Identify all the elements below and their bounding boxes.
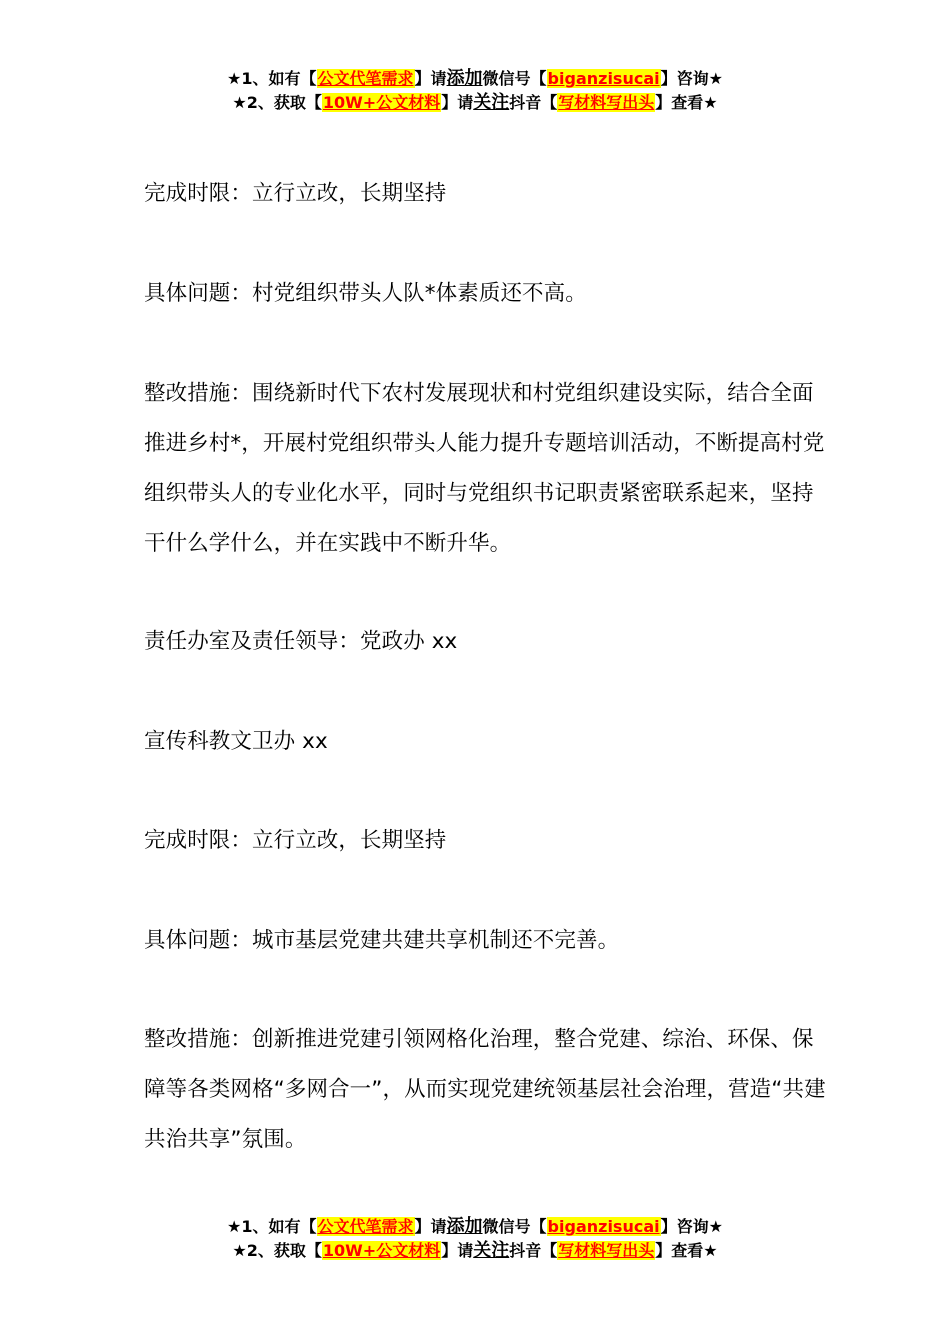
banner-text: 】查看★ <box>655 93 718 112</box>
banner-wechat-id: biganzisucai <box>547 1217 660 1236</box>
banner-text: ★1、如有【 <box>227 1217 317 1236</box>
banner-line-2 <box>0 91 950 115</box>
banner-text: ★2、获取【 <box>232 93 322 112</box>
banner-highlight: 10W+公文材料 <box>322 1241 441 1260</box>
banner-douyin-name: 写材料写出头 <box>558 93 655 112</box>
banner-emphasis: 关注 <box>473 1240 510 1261</box>
paragraph-department: 宣传科教文卫办 xx <box>144 729 328 754</box>
banner-text: 】咨询★ <box>660 69 723 88</box>
banner-text: 】请 <box>441 93 474 112</box>
paragraph-problem: 具体问题：村党组织带头人队*体素质还不高。 <box>144 281 587 306</box>
banner-highlight: 公文代笔需求 <box>317 69 414 88</box>
top-promo-banner <box>0 67 950 115</box>
banner-text: 抖音【 <box>509 93 558 112</box>
paragraph-measures: 整改措施：围绕新时代下农村发展现状和村党组织建设实际，结合全面推进乡村*，开展村党组织带头人能力提升专题培训活动，不断提高村党组织带头人的专业化水平，同时与党组织书记职责紧密联系起来，坚持干什么学什么，并在实践中不断升华。 <box>144 381 825 556</box>
banner-text: 】查看★ <box>655 1241 718 1260</box>
banner-emphasis: 添加 <box>446 1216 483 1237</box>
banner-text: 抖音【 <box>509 1241 558 1260</box>
banner-highlight: 10W+公文材料 <box>322 93 441 112</box>
bottom-promo-banner <box>0 1215 950 1263</box>
banner-text: ★1、如有【 <box>227 69 317 88</box>
banner-douyin-name: 写材料写出头 <box>558 1241 655 1260</box>
paragraph-responsible: 责任办室及责任领导：党政办 xx <box>144 629 458 654</box>
banner-text: ★2、获取【 <box>232 1241 322 1260</box>
banner-text: 微信号【 <box>482 69 547 88</box>
paragraph-problem: 具体问题：城市基层党建共建共享机制还不完善。 <box>144 928 620 953</box>
paragraph-deadline: 完成时限：立行立改，长期坚持 <box>144 828 447 853</box>
banner-text: 】请 <box>414 69 447 88</box>
banner-emphasis: 添加 <box>446 68 483 89</box>
banner-text: 微信号【 <box>482 1217 547 1236</box>
banner-emphasis: 关注 <box>473 92 510 113</box>
banner-line-2 <box>0 1239 950 1263</box>
paragraph-deadline: 完成时限：立行立改，长期坚持 <box>144 181 447 206</box>
banner-text: 】请 <box>441 1241 474 1260</box>
banner-text: 】请 <box>414 1217 447 1236</box>
banner-wechat-id: biganzisucai <box>547 69 660 88</box>
banner-text: 】咨询★ <box>660 1217 723 1236</box>
banner-line-1 <box>0 67 950 91</box>
banner-line-1 <box>0 1215 950 1239</box>
banner-highlight: 公文代笔需求 <box>317 1217 414 1236</box>
paragraph-measures: 整改措施：创新推进党建引领网格化治理，整合党建、综治、环保、保障等各类网格“多网合一”，从而实现党建统领基层社会治理，营造“共建共治共享”氛围。 <box>144 1027 826 1152</box>
